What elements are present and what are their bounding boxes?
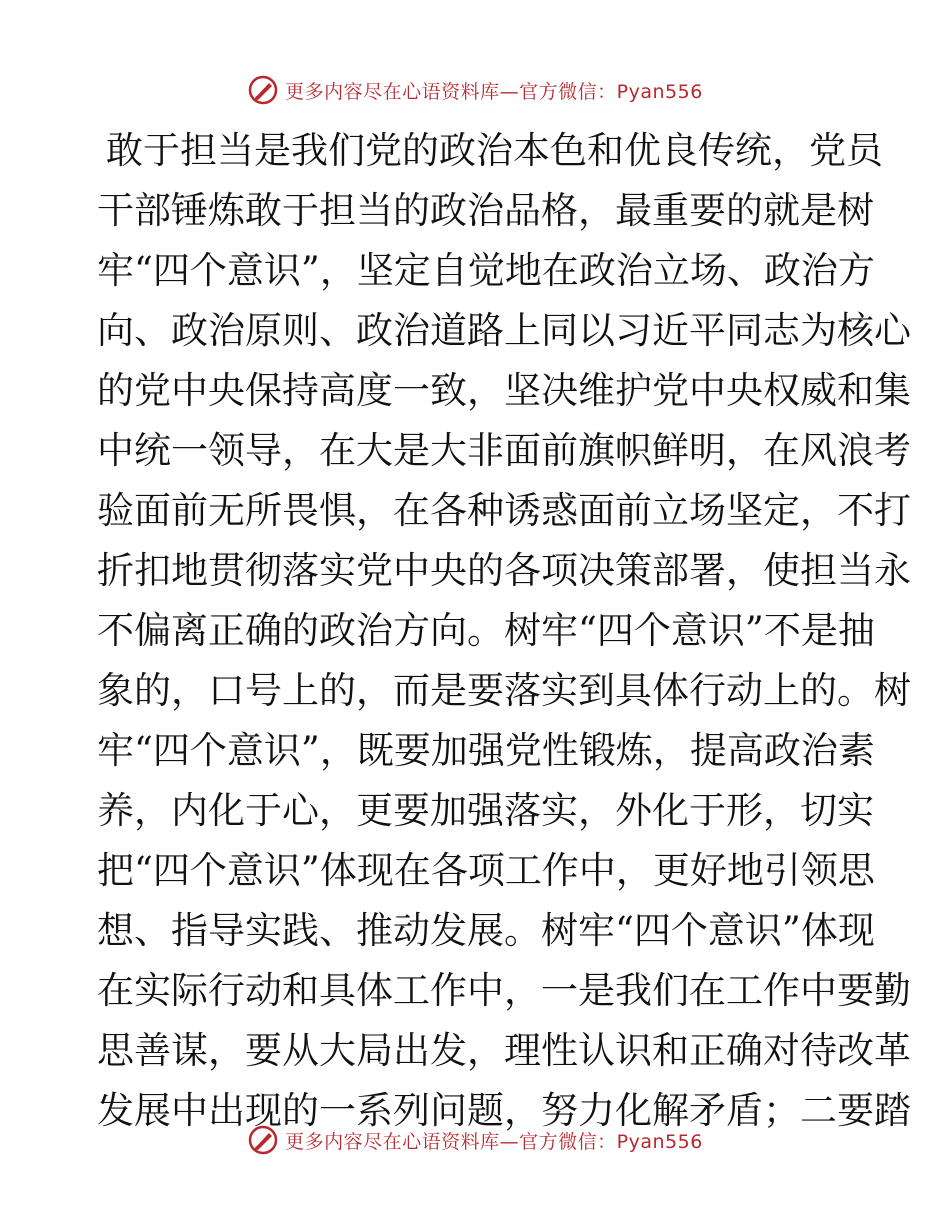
text-line-14: 想、指导实践、推动发展。树牢“四个意识”体现 <box>97 909 875 952</box>
text-line-5: 的党中央保持高度一致，坚决维护党中央权威和集 <box>97 369 911 412</box>
text-line-9: 不偏离正确的政治方向。树牢“四个意识”不是抽 <box>97 609 875 652</box>
text-line-2: 干部锤炼敢于担当的政治品格，最重要的就是树 <box>97 189 874 232</box>
pen-logo-icon <box>247 74 279 106</box>
pen-logo-icon <box>247 1124 279 1156</box>
text-line-1: 敢于担当是我们党的政治本色和优良传统，党员 <box>106 129 883 172</box>
text-line-7: 验面前无所畏惧，在各种诱惑面前立场坚定，不打 <box>97 489 911 532</box>
text-line-13: 把“四个意识”体现在各项工作中，更好地引领思 <box>97 849 875 892</box>
footer-watermark <box>0 1120 950 1160</box>
text-line-6: 中统一领导，在大是大非面前旗帜鲜明，在风浪考 <box>97 429 911 472</box>
text-line-8: 折扣地贯彻落实党中央的各项决策部署，使担当永 <box>97 549 911 592</box>
text-line-3: 牢“四个意识”，坚定自觉地在政治立场、政治方 <box>97 249 875 292</box>
text-line-16: 思善谋，要从大局出发，理性认识和正确对待改革 <box>97 1029 911 1072</box>
header-watermark-text: 更多内容尽在心语资料库—官方微信：Pyan556 <box>285 80 703 103</box>
text-line-11: 牢“四个意识”，既要加强党性锻炼，提高政治素 <box>97 729 875 772</box>
text-line-10: 象的，口号上的，而是要落实到具体行动上的。树 <box>97 669 911 712</box>
text-line-12: 养，内化于心，更要加强落实，外化于形，切实 <box>97 789 874 832</box>
text-line-17: 发展中出现的一系列问题，努力化解矛盾；二要踏 <box>97 1089 911 1132</box>
footer-watermark-text: 更多内容尽在心语资料库—官方微信：Pyan556 <box>285 1130 703 1153</box>
text-line-4: 向、政治原则、政治道路上同以习近平同志为核心 <box>97 309 911 352</box>
text-line-15: 在实际行动和具体工作中，一是我们在工作中要勤 <box>97 969 911 1012</box>
header-watermark <box>0 70 950 110</box>
